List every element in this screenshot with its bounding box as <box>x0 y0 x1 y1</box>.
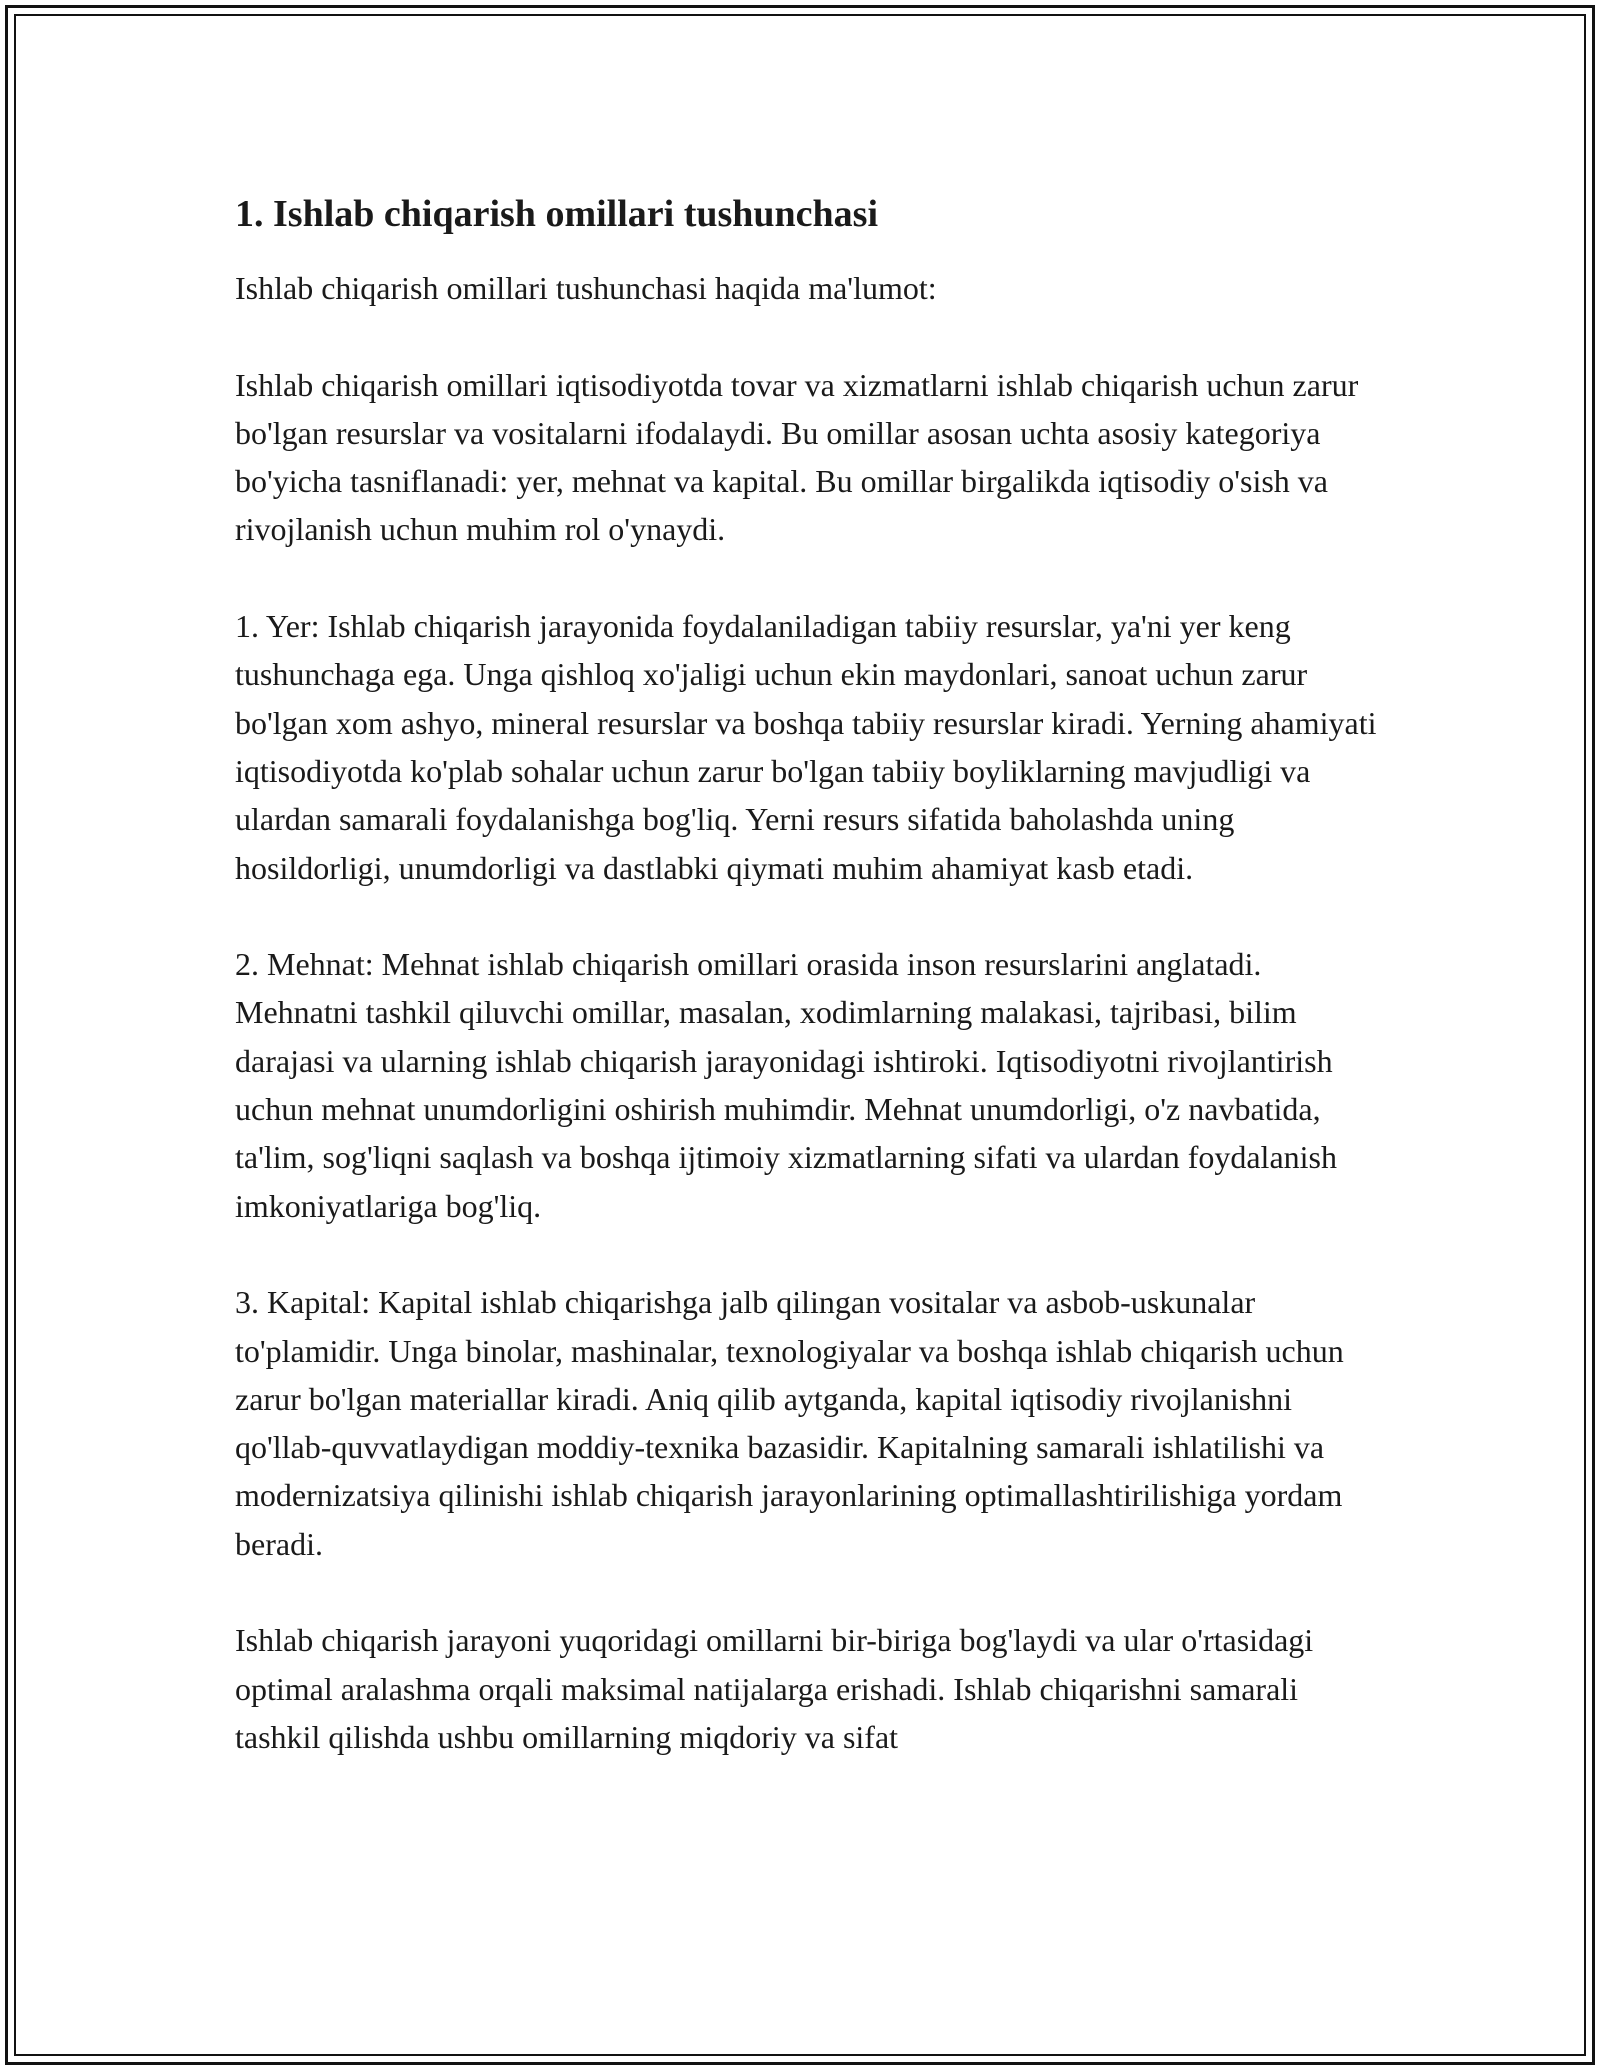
intro-line: Ishlab chiqarish omillari tushunchasi haqida ma'lumot: <box>235 270 937 306</box>
paragraph-labor: 2. Mehnat: Mehnat ishlab chiqarish omillari orasida inson resurslarini anglatadi. Mehnatni tashkil qiluvchi omillar, masalan, xodimlarning malakasi, tajribasi, bilim darajasi va ularning ishlab chiqarish jarayonidagi ishtiroki. Iqtisodiyotni rivojlantirish uchun mehnat unumdorligini oshirish muhimdir. Mehnat unumdorligi, o'z navbatida, ta'lim, sog'liqni saqlash va boshqa ijtimoiy xizmatlarning sifati va ulardan foydalanish imkoniyatlariga bog'liq. <box>235 946 1337 1224</box>
paragraph-conclusion: Ishlab chiqarish jarayoni yuqoridagi omillarni bir-biriga bog'laydi va ular o'rtasidagi optimal aralashma orqali maksimal natijalarga erishadi. Ishlab chiqarishni samarali tashkil qilishda ushbu omillarning miqdoriy va sifat <box>235 1622 1314 1755</box>
section-title: 1. Ishlab chiqarish omillari tushunchasi <box>235 193 879 235</box>
paragraph-definition: Ishlab chiqarish omillari iqtisodiyotda tovar va xizmatlarni ishlab chiqarish uchun zarur bo'lgan resurslar va vositalarni ifodalaydi. Bu omillar asosan uchta asosiy kategoriya bo'yicha tasniflanadi: yer, mehnat va kapital. Bu omillar birgalikda iqtisodiy o'sish va rivojlanish uchun muhim rol o'ynaydi. <box>235 366 1359 548</box>
paragraph-land: 1. Yer: Ishlab chiqarish jarayonida foydalaniladigan tabiiy resurslar, ya'ni yer keng tushunchaga ega. Unga qishloq xo'jaligi uchun ekin maydonlari, sanoat uchun zarur bo'lgan xom ashyo, mineral resurslar va boshqa tabiiy resurslar kiradi. Yerning ahamiyati iqtisodiyotda ko'plab sohalar uchun zarur bo'lgan tabiiy boyliklarning mavjudligi va ulardan samarali foydalanishga bog'liq. Yerni resurs sifatida baholashda uning hosildorligi, unumdorligi va dastlabki qiymati muhim ahamiyat kasb etadi. <box>235 608 1377 886</box>
document-page <box>235 188 1385 1810</box>
paragraph-capital: 3. Kapital: Kapital ishlab chiqarishga jalb qilingan vositalar va asbob-uskunalar to'plamidir. Unga binolar, mashinalar, texnologiyalar va boshqa ishlab chiqarish uchun zarur bo'lgan materiallar kiradi. Aniq qilib aytganda, kapital iqtisodiy rivojlanishni qo'llab-quvvatlaydigan moddiy-texnika bazasidir. Kapitalning samarali ishlatilishi va modernizatsiya qilinishi ishlab chiqarish jarayonlarining optimallashtirilishiga yordam beradi. <box>235 1284 1344 1562</box>
